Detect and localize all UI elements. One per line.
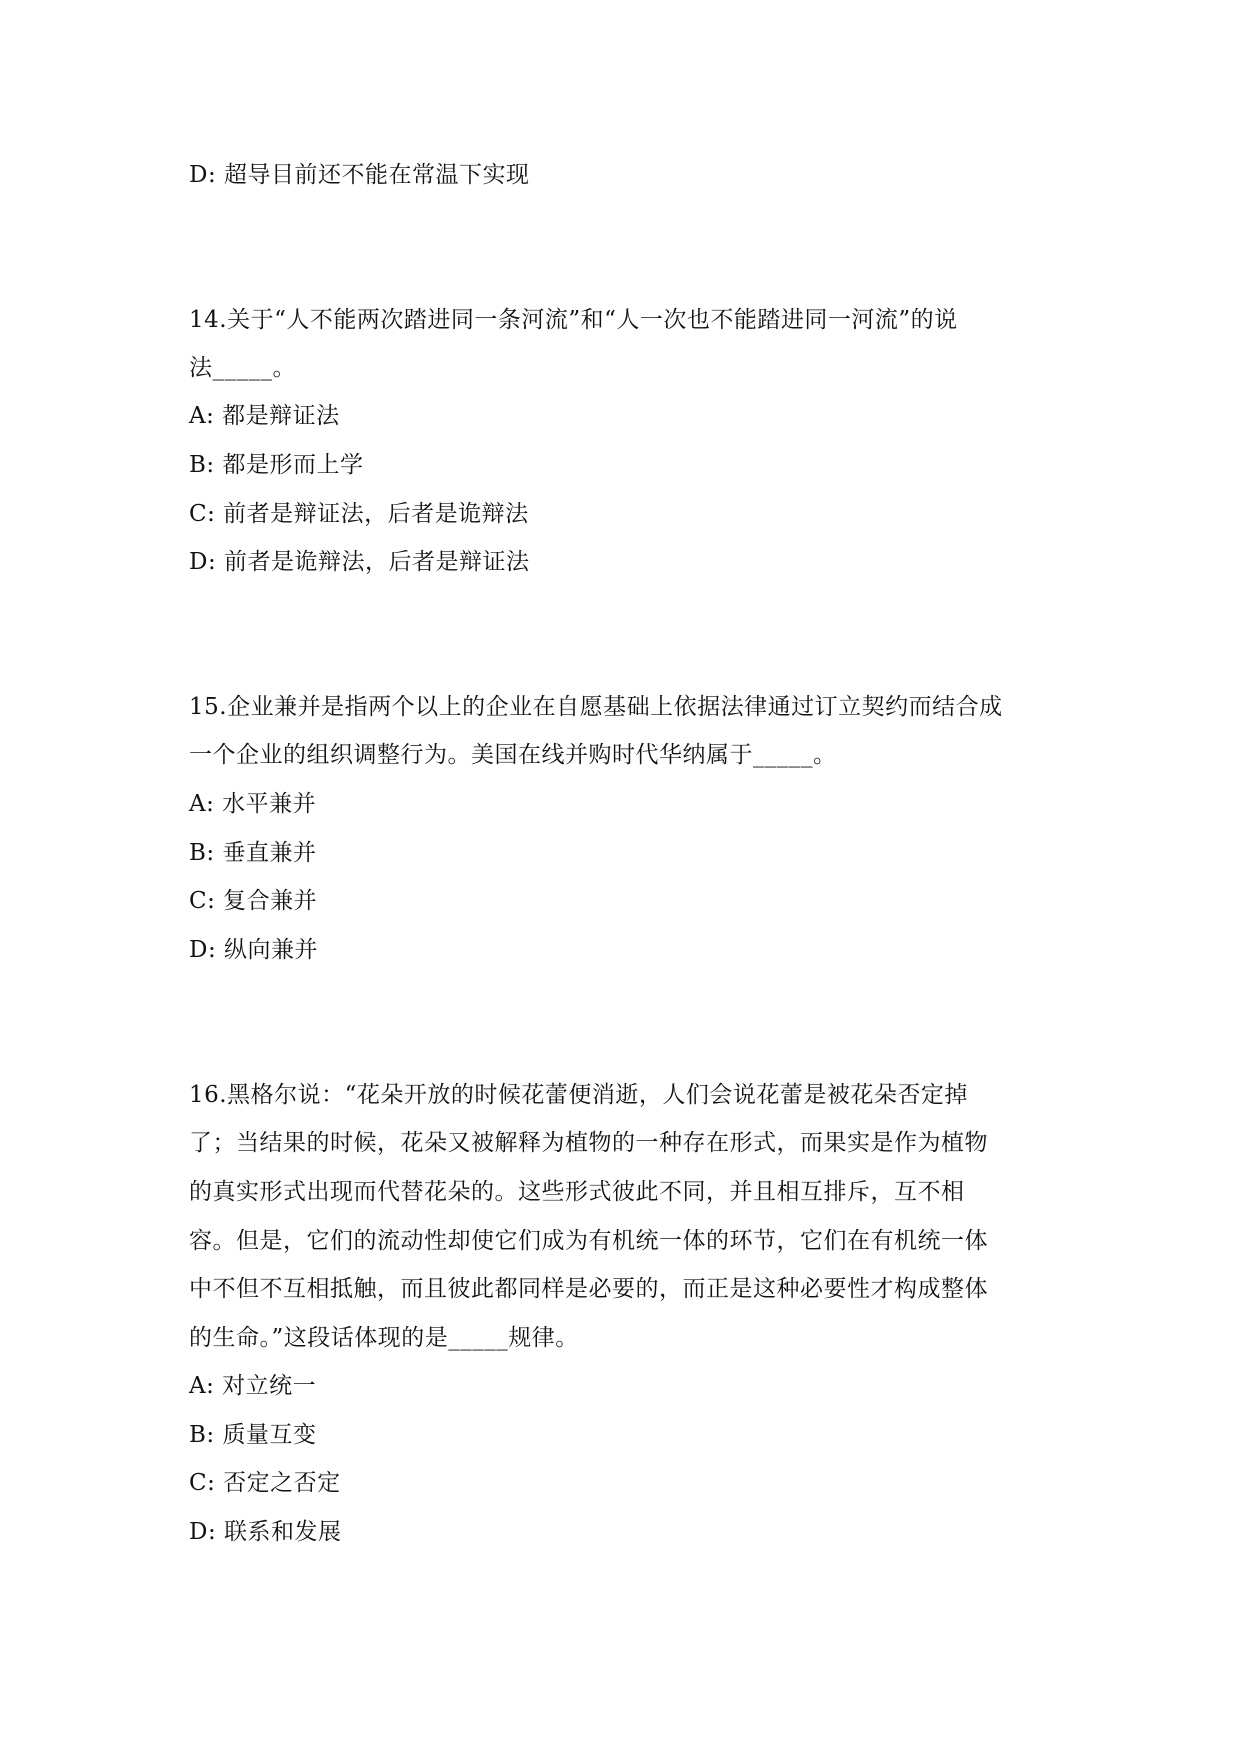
- q15-option-a: A: 水平兼并: [189, 791, 317, 817]
- q13-option-d: D: 超导目前还不能在常温下实现: [189, 162, 530, 188]
- q16-option-b: B: 质量互变: [189, 1422, 317, 1448]
- q16-option-c: C: 否定之否定: [189, 1470, 341, 1496]
- q14-option-d: D: 前者是诡辩法，后者是辩证法: [189, 549, 530, 575]
- q14-stem-line1: 14.关于“人不能两次踏进同一条河流”和“人一次也不能踏进同一河流”的说: [189, 307, 958, 333]
- q15-option-d: D: 纵向兼并: [189, 937, 319, 963]
- q14-option-c: C: 前者是辩证法，后者是诡辩法: [189, 501, 529, 527]
- q16-option-a: A: 对立统一: [189, 1373, 317, 1399]
- q16-stem-line4: 容。但是，它们的流动性却使它们成为有机统一体的环节，它们在有机统一体: [189, 1228, 988, 1254]
- q16-stem-line5: 中不但不互相抵触，而且彼此都同样是必要的，而正是这种必要性才构成整体: [189, 1276, 988, 1302]
- q15-stem-line2: 一个企业的组织调整行为。美国在线并购时代华纳属于_____。: [189, 742, 837, 768]
- q14-option-b: B: 都是形而上学: [189, 452, 364, 478]
- q16-stem-line2: 了；当结果的时候，花朵又被解释为植物的一种存在形式，而果实是作为植物: [189, 1130, 988, 1156]
- q14-stem-line2: 法_____。: [189, 355, 296, 381]
- q15-option-c: C: 复合兼并: [189, 888, 318, 914]
- q14-option-a: A: 都是辩证法: [189, 403, 340, 429]
- q15-stem-line1: 15.企业兼并是指两个以上的企业在自愿基础上依据法律通过订立契约而结合成: [189, 694, 1003, 720]
- q16-stem-line3: 的真实形式出现而代替花朵的。这些形式彼此不同，并且相互排斥，互不相: [189, 1179, 965, 1205]
- q16-stem-line6: 的生命。”这段话体现的是_____规律。: [189, 1325, 579, 1351]
- q15-option-b: B: 垂直兼并: [189, 840, 317, 866]
- q16-stem-line1: 16.黑格尔说：“花朵开放的时候花蕾便消逝，人们会说花蕾是被花朵否定掉: [189, 1082, 968, 1108]
- q16-option-d: D: 联系和发展: [189, 1519, 342, 1545]
